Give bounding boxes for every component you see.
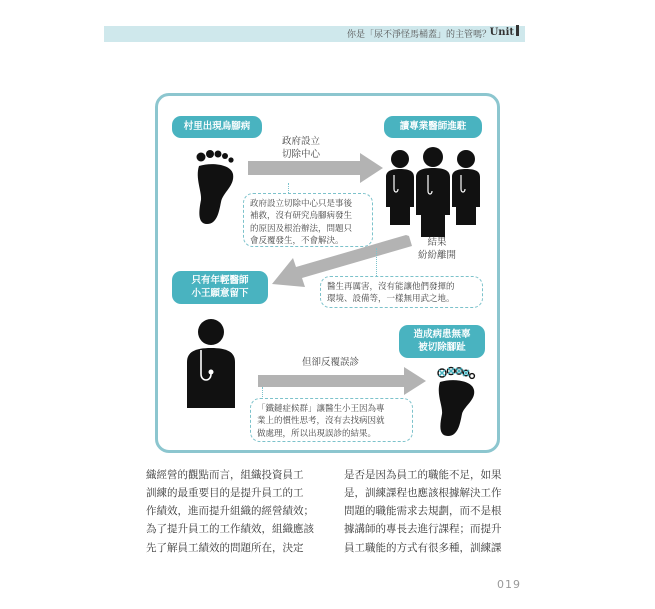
node-young-line2: 小王願意留下 bbox=[191, 287, 249, 299]
doctor-icon bbox=[185, 318, 237, 410]
note1-line3: 的原因及根治辦法，問題只 bbox=[250, 223, 353, 234]
header-title: 你是「尿不淨怪馬桶蓋」的主管嗎？ bbox=[346, 30, 491, 40]
arrow1-label-line2: 切除中心 bbox=[282, 149, 321, 161]
node-young-line1: 只有年輕醫師 bbox=[191, 274, 249, 286]
arrow1-label-line1: 政府設立 bbox=[282, 136, 321, 147]
body-left-line1: 織經營的觀點而言，組織投資員工 bbox=[146, 469, 304, 481]
arrow1-label bbox=[282, 135, 320, 162]
node-patient-line1: 造成病患無辜 bbox=[413, 328, 471, 340]
footprint-icon bbox=[193, 148, 239, 228]
footprint-amputated-icon bbox=[434, 366, 482, 438]
node-young-label bbox=[191, 275, 248, 301]
result-line1: 結果 bbox=[427, 237, 447, 248]
note1-line4: 會反覆發生，不會解決。 bbox=[250, 235, 344, 246]
body-right-line1: 是否是因為員工的職能不足，如果 bbox=[344, 469, 502, 481]
doctors-group-icon bbox=[383, 145, 483, 245]
body-left-line5: 先了解員工績效的問題所在，決定 bbox=[146, 541, 304, 554]
body-left-line4: 為了提升員工的工作績效，組織應該 bbox=[146, 523, 314, 536]
body-column-right bbox=[344, 466, 502, 557]
body-right-line5: 員工職能的方式有很多種，訓練課 bbox=[344, 541, 502, 554]
node-village bbox=[172, 116, 262, 138]
body-right-line2: 是，訓練課程也應該根據解決工作 bbox=[344, 487, 502, 500]
page-number: 019 bbox=[497, 578, 521, 591]
connector-line-2 bbox=[376, 248, 377, 276]
note-environment bbox=[320, 276, 483, 308]
note3-line1: 「鐵鏈症候群」讓醫生小王因為專 bbox=[257, 404, 385, 414]
arrow3-label-text: 但卻反覆誤診 bbox=[302, 357, 360, 368]
body-column-left bbox=[146, 466, 314, 557]
note1-line1: 政府設立切除中心只是事後 bbox=[250, 199, 353, 209]
result-label bbox=[418, 236, 456, 263]
node-doctors bbox=[384, 116, 482, 138]
body-left-line2: 訓練的最重要目的是提升員工的工 bbox=[146, 487, 304, 500]
note3-line3: 做處理，所以出現誤診的結果。 bbox=[257, 428, 377, 439]
note2-line1: 醫生再厲害，沒有能讓他們發揮的 bbox=[327, 282, 455, 292]
running-header bbox=[104, 26, 525, 42]
node-patient-line2: 被切除腳趾 bbox=[418, 341, 466, 353]
note-chain-syndrome bbox=[250, 398, 413, 442]
node-patient-label bbox=[413, 329, 470, 355]
arrow-right-2 bbox=[258, 367, 426, 395]
note1-line2: 補救，沒有研究烏腳病發生 bbox=[250, 211, 353, 222]
note2-line2: 環境、設備等，一樣無用武之地。 bbox=[327, 294, 455, 305]
node-patient bbox=[399, 325, 485, 358]
unit-text: Unit bbox=[489, 27, 514, 38]
unit-label bbox=[490, 25, 519, 38]
note3-line2: 業上的慣性思考，沒有去找病因就 bbox=[257, 416, 385, 427]
body-left-line3: 作績效，進而提升組織的經營績效； bbox=[146, 505, 314, 518]
body-right-line3: 問題的職能需求去規劃，而不是根 bbox=[344, 505, 502, 518]
node-village-label: 村里出現烏腳病 bbox=[183, 120, 251, 132]
node-doctors-label: 讀專業醫師進駐 bbox=[399, 120, 467, 132]
result-line2: 紛紛離開 bbox=[418, 250, 457, 262]
unit-mark bbox=[516, 25, 519, 36]
node-young-doctor bbox=[172, 271, 268, 304]
body-right-line4: 據講師的專長去進行課程；而提升 bbox=[344, 523, 502, 536]
